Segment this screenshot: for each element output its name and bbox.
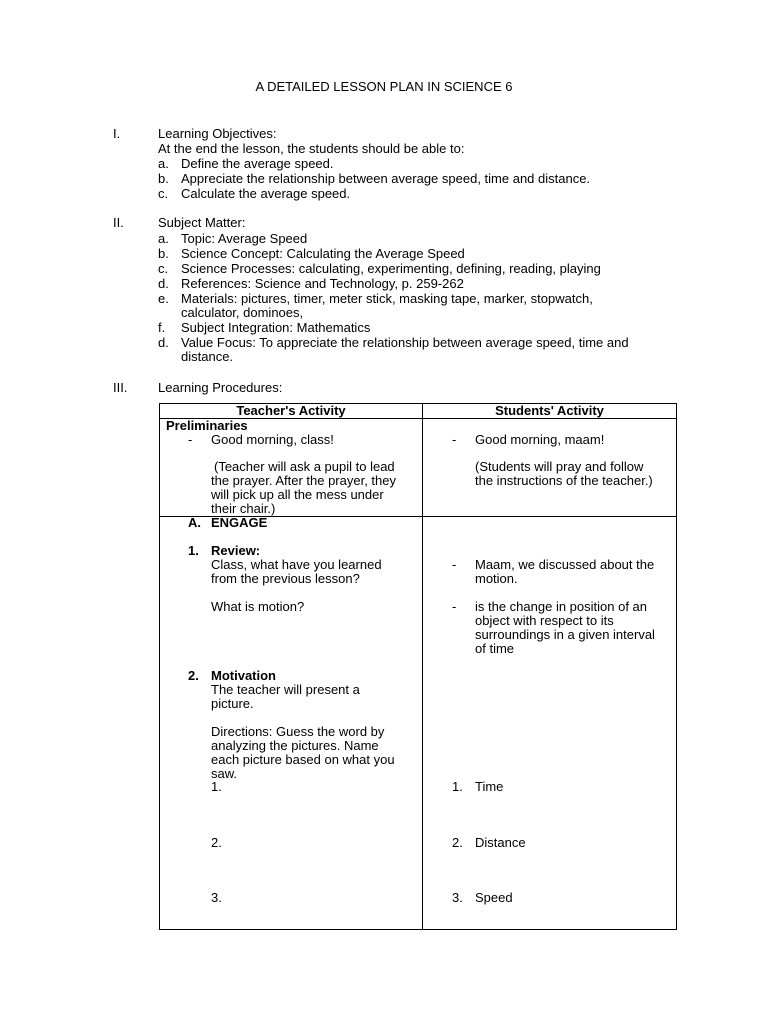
teacher-review-line: Class, what have you learned xyxy=(211,557,382,572)
list-letter: c. xyxy=(158,261,169,276)
teacher-prayer-line: the prayer. After the prayer, they xyxy=(211,473,396,488)
answer-number: 3. xyxy=(452,890,463,905)
list-item-continuation: distance. xyxy=(181,349,234,364)
teacher-directions-line: Directions: Guess the word by xyxy=(211,724,385,739)
list-item: Appreciate the relationship between average speed, time and distance. xyxy=(181,171,591,186)
motivation-heading: Motivation xyxy=(211,668,276,683)
list-item: Science Processes: calculating, experimenting, defining, reading, playing xyxy=(181,261,601,276)
teacher-motivation-line: picture. xyxy=(211,696,254,711)
section-numeral: II. xyxy=(113,215,124,230)
column-divider xyxy=(422,404,423,929)
teacher-directions-line: saw. xyxy=(211,766,238,781)
teacher-prayer-line: will pick up all the mess under xyxy=(211,487,384,502)
section-numeral: III. xyxy=(113,380,128,395)
teacher-review-line: from the previous lesson? xyxy=(211,571,360,586)
review-number: 1. xyxy=(188,543,199,558)
section-heading: Learning Procedures: xyxy=(158,380,283,395)
dash-bullet: - xyxy=(452,432,457,447)
answer-text: Time xyxy=(475,779,504,794)
teacher-prayer-line: (Teacher will ask a pupil to lead xyxy=(214,459,395,474)
motivation-number: 2. xyxy=(188,668,199,683)
engage-letter: A. xyxy=(188,515,201,530)
list-item: Subject Integration: Mathematics xyxy=(181,320,371,335)
procedures-table xyxy=(159,403,677,930)
list-item: Topic: Average Speed xyxy=(181,231,308,246)
students-column-header: Students' Activity xyxy=(495,403,604,418)
student-review-line: motion. xyxy=(475,571,518,586)
student-greeting: Good morning, maam! xyxy=(475,432,605,447)
dash-bullet: - xyxy=(452,599,457,614)
student-review-line: Maam, we discussed about the xyxy=(475,557,655,572)
answer-text: Speed xyxy=(475,890,513,905)
teacher-directions-line: analyzing the pictures. Name xyxy=(211,738,379,753)
student-motion-line: surroundings in a given interval xyxy=(475,627,655,642)
list-letter: a. xyxy=(158,156,169,171)
list-letter: e. xyxy=(158,291,169,306)
list-item: References: Science and Technology, p. 259-262 xyxy=(181,276,464,291)
review-heading: Review: xyxy=(211,543,261,558)
dash-bullet: - xyxy=(188,432,193,447)
picture-number: 3. xyxy=(211,890,222,905)
engage-heading: ENGAGE xyxy=(211,515,268,530)
section-numeral: I. xyxy=(113,126,121,141)
teacher-motion-question: What is motion? xyxy=(211,599,305,614)
list-letter: a. xyxy=(158,231,169,246)
answer-number: 1. xyxy=(452,779,463,794)
list-item: Science Concept: Calculating the Average Speed xyxy=(181,246,465,261)
list-letter: b. xyxy=(158,246,169,261)
list-letter: d. xyxy=(158,276,169,291)
list-letter: d. xyxy=(158,335,169,350)
dash-bullet: - xyxy=(452,557,457,572)
picture-number: 2. xyxy=(211,835,222,850)
student-prayer-line: (Students will pray and follow xyxy=(475,459,644,474)
picture-number: 1. xyxy=(211,779,222,794)
list-letter: b. xyxy=(158,171,169,186)
section-heading: Subject Matter: xyxy=(158,215,246,230)
list-item-continuation: calculator, dominoes, xyxy=(181,305,304,320)
answer-number: 2. xyxy=(452,835,463,850)
list-item: Materials: pictures, timer, meter stick, masking tape, marker, stopwatch, xyxy=(181,291,593,306)
teacher-prayer-line: their chair.) xyxy=(211,501,276,516)
student-motion-line: object with respect to its xyxy=(475,613,614,628)
section-heading: Learning Objectives: xyxy=(158,126,277,141)
student-motion-line: is the change in position of an xyxy=(475,599,648,614)
teacher-greeting: Good morning, class! xyxy=(211,432,334,447)
teacher-motivation-line: The teacher will present a xyxy=(211,682,360,697)
student-prayer-line: the instructions of the teacher.) xyxy=(475,473,653,488)
document-title: A DETAILED LESSON PLAN IN SCIENCE 6 xyxy=(255,79,513,94)
preliminaries-label: Preliminaries xyxy=(166,418,248,433)
answer-text: Distance xyxy=(475,835,526,850)
list-item: Define the average speed. xyxy=(181,156,334,171)
list-item: Calculate the average speed. xyxy=(181,186,351,201)
student-motion-line: of time xyxy=(475,641,515,656)
list-letter: c. xyxy=(158,186,169,201)
list-item: Value Focus: To appreciate the relationship between average speed, time and xyxy=(181,335,629,350)
teacher-directions-line: each picture based on what you xyxy=(211,752,395,767)
list-letter: f. xyxy=(158,320,166,335)
objectives-intro: At the end the lesson, the students should be able to: xyxy=(158,141,465,156)
teacher-column-header: Teacher's Activity xyxy=(236,403,346,418)
